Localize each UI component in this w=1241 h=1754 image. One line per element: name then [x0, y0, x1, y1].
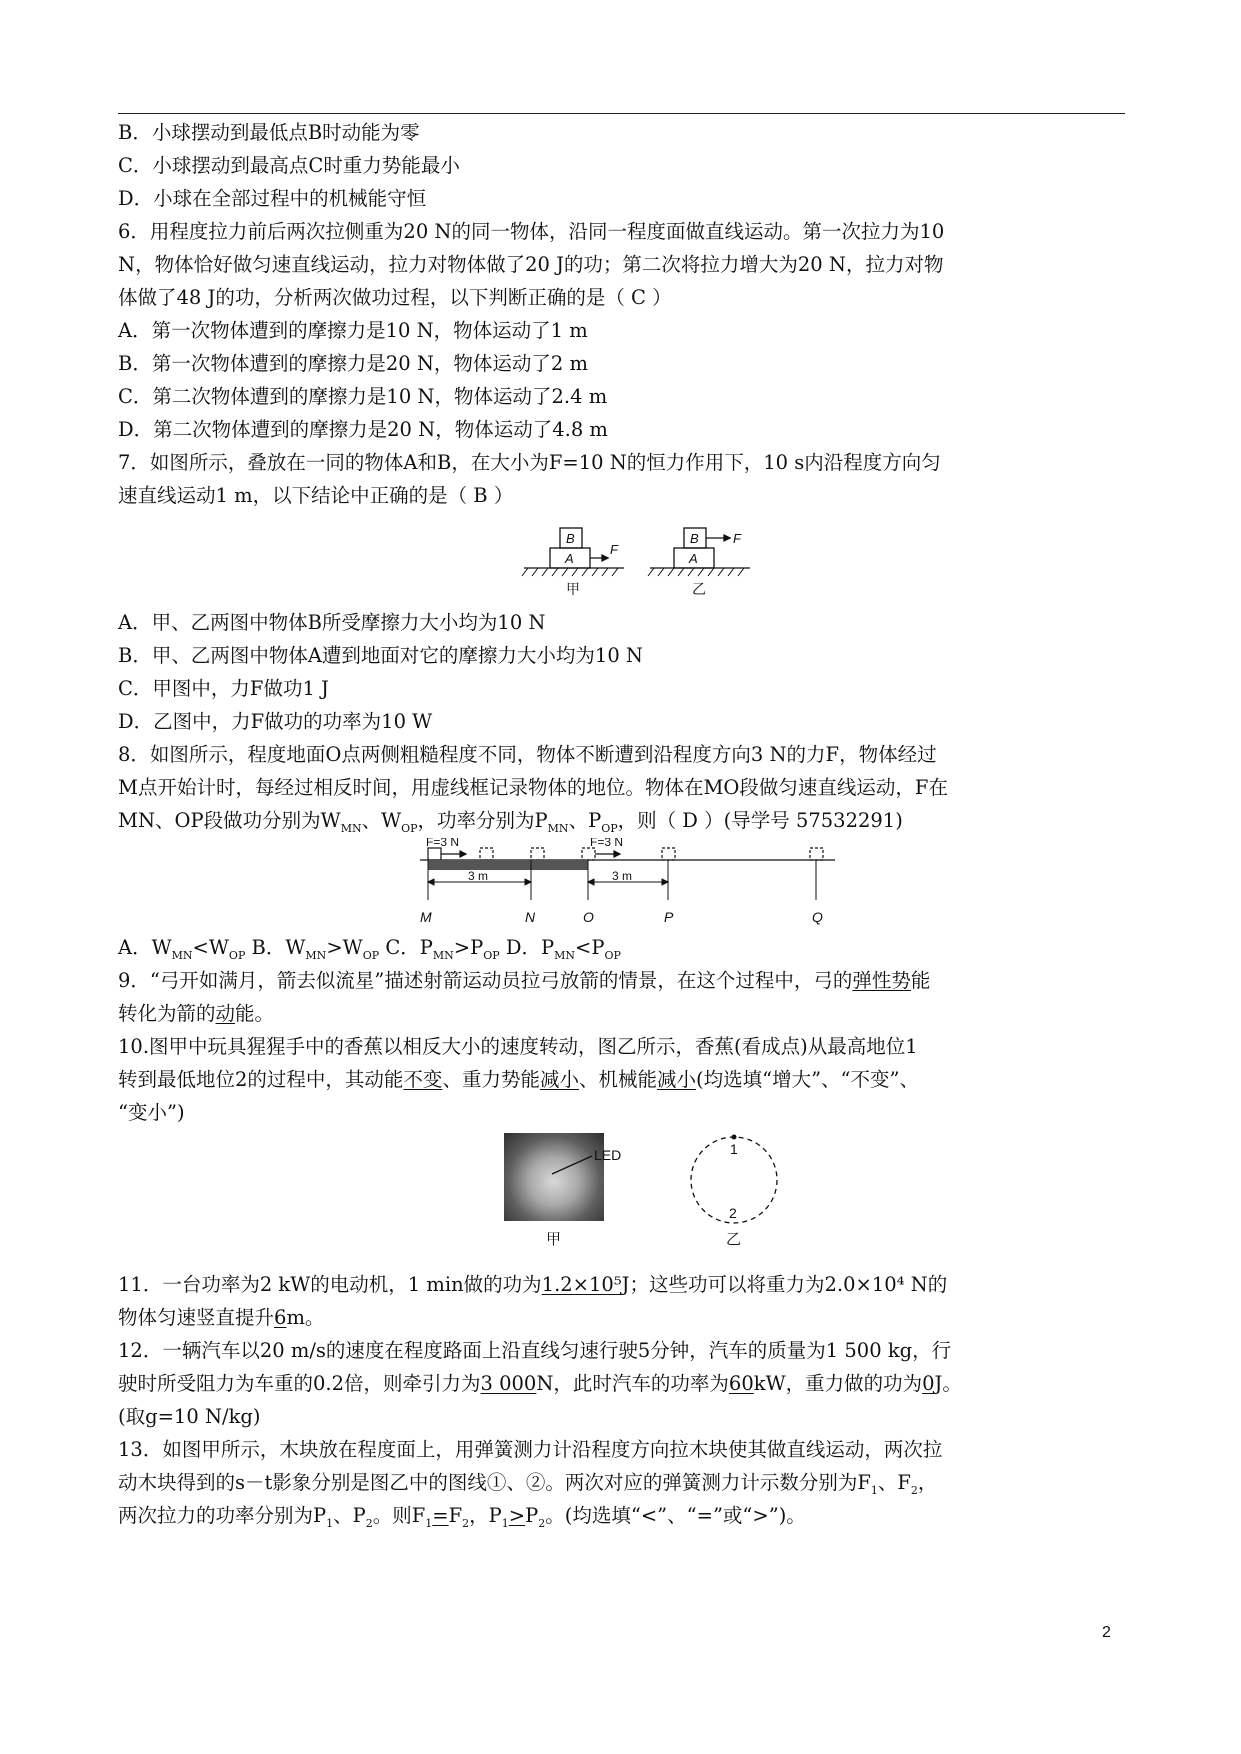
- text-segment: A．W: [118, 936, 172, 959]
- text-line-l1: [118, 121, 420, 145]
- text-segment: 9．“弓开如满月，箭去似流星”描述射箭运动员拉弓放箭的情景，在这个过程中，弓的: [118, 969, 853, 992]
- text-segment: ，: [917, 1471, 938, 1494]
- text-segment: 。则F: [372, 1504, 426, 1527]
- text-segment: “变小”): [118, 1101, 185, 1124]
- text-line-q9a: [118, 969, 930, 993]
- block-a-label: A: [689, 551, 698, 566]
- block-a-label: A: [565, 551, 574, 566]
- caption-jia: 甲: [546, 1231, 562, 1248]
- caption-jia: 甲: [566, 581, 580, 597]
- text-segment: D．P: [499, 936, 555, 959]
- text-segment: N，物体恰好做匀速直线运动，拉力对物体做了20 J的功；第二次将拉力增大为20 N，拉力对物: [118, 253, 944, 276]
- text-segment: 驶时所受阻力为车重的0.2倍，则牵引力为: [118, 1372, 481, 1395]
- text-line-q13c: [118, 1504, 806, 1536]
- text-segment: 6．用程度拉力前后两次拉侧重为20 N的同一物体，沿同一程度面做直线运动。第一次拉力为10: [118, 220, 945, 243]
- text-segment: 能: [910, 969, 931, 992]
- text-segment: 、P: [568, 809, 602, 832]
- answer-blank: 减小: [656, 1068, 696, 1091]
- text-segment: D．乙图中，力F做功的功率为10 W: [118, 710, 433, 733]
- point-m: M: [420, 909, 432, 925]
- text-segment: kW，重力做的功为: [753, 1372, 923, 1395]
- text-segment: B．第一次物体遭到的摩擦力是20 N，物体运动了2 m: [118, 352, 588, 375]
- text-line-q10c: [118, 1101, 185, 1125]
- text-segment: OP: [604, 948, 621, 962]
- text-line-q10b: [118, 1068, 919, 1092]
- distance-label: 3 m: [468, 869, 489, 883]
- text-line-q13a: [118, 1438, 942, 1462]
- force-label: F=3 N: [590, 838, 624, 849]
- text-segment: 1: [501, 1516, 509, 1530]
- text-segment: (均选填“增大”、“不变”、: [696, 1068, 919, 1091]
- text-segment: ，功率分别为P: [417, 809, 548, 832]
- text-segment: 10.图甲中玩具猩猩手中的香蕉以相反大小的速度转动，图乙所示，香蕉(看成点)从最高地位1: [118, 1035, 918, 1058]
- answer-blank: =: [432, 1504, 449, 1527]
- text-line-q8c: [118, 809, 903, 841]
- text-segment: D．第二次物体遭到的摩擦力是20 N，物体运动了4.8 m: [118, 418, 608, 441]
- answer-blank: 动: [215, 1002, 236, 1025]
- answer-blank: 减小: [539, 1068, 579, 1091]
- text-segment: 2: [910, 1483, 918, 1497]
- text-segment: 能。: [235, 1002, 275, 1025]
- text-segment: >W: [326, 936, 363, 959]
- text-segment: N，此时汽车的功率为: [536, 1372, 729, 1395]
- answer-blank: >: [508, 1504, 526, 1527]
- text-segment: MN: [432, 948, 454, 962]
- text-line-q6A: [118, 319, 588, 343]
- answer-blank: 1.2×10⁵: [541, 1273, 622, 1296]
- text-segment: B．W: [245, 936, 306, 959]
- text-segment: OP: [601, 821, 618, 835]
- text-segment: J。: [934, 1372, 962, 1395]
- answer-blank: 不变: [403, 1068, 443, 1091]
- text-line-q7D: [118, 710, 432, 734]
- text-segment: <W: [192, 936, 229, 959]
- text-segment: >P: [453, 936, 484, 959]
- caption-yi: 乙: [692, 581, 706, 597]
- text-line-q6C: [118, 385, 607, 409]
- text-segment: B．小球摆动到最低点B时动能为零: [118, 121, 420, 144]
- text-segment: MN: [554, 948, 576, 962]
- answer-blank: 6: [274, 1306, 287, 1329]
- text-segment: MN、OP段做功分别为W: [118, 809, 341, 832]
- q8-figure: [420, 838, 850, 930]
- text-segment: M点开始计时，每经过相反时间，用虚线框记录物体的地位。物体在MO段做匀速直线运动，F在: [118, 776, 948, 799]
- block-b-label: B: [690, 531, 699, 546]
- text-line-q7b: [118, 484, 513, 508]
- text-segment: 。(均选填“<”、“=”或“>”)。: [545, 1504, 806, 1527]
- text-line-q11b: [118, 1306, 324, 1330]
- point-q: Q: [812, 909, 823, 925]
- text-segment: 7．如图所示，叠放在一同的物体A和B，在大小为F=10 N的恒力作用下，10 s内沿程度方向匀: [118, 451, 941, 474]
- text-line-q12b: [118, 1372, 962, 1396]
- header-rule: [118, 113, 1125, 114]
- point-p: P: [664, 909, 674, 925]
- position-1: 1: [730, 1141, 738, 1157]
- distance-label: 3 m: [612, 869, 633, 883]
- text-line-q7C: [118, 677, 329, 701]
- text-segment: ，则（ D ）(导学号 57532291): [617, 809, 903, 832]
- text-segment: OP: [401, 821, 418, 835]
- text-segment: C．P: [379, 936, 433, 959]
- text-line-l2: [118, 154, 460, 178]
- text-segment: m。: [286, 1306, 325, 1329]
- text-segment: F: [448, 1504, 463, 1527]
- text-segment: 2: [462, 1516, 470, 1530]
- text-segment: OP: [362, 948, 380, 962]
- text-line-q6D: [118, 418, 608, 442]
- force-label: F: [610, 542, 618, 557]
- text-segment: OP: [483, 948, 500, 962]
- text-segment: 、重力势能: [442, 1068, 540, 1091]
- answer-blank: 3 000: [480, 1372, 537, 1395]
- text-line-q9b: [118, 1002, 274, 1026]
- text-segment: 体做了48 J的功，分析两次做功过程，以下判断正确的是（ C ）: [118, 286, 672, 309]
- text-segment: 1: [326, 1516, 334, 1530]
- text-segment: 、F: [877, 1471, 911, 1494]
- answer-blank: 60: [728, 1372, 754, 1395]
- text-segment: OP: [228, 948, 246, 962]
- text-segment: 、W: [361, 809, 402, 832]
- q10-figure: [504, 1130, 804, 1250]
- rough-ground: [428, 860, 588, 870]
- text-line-q6c: [118, 286, 672, 310]
- text-segment: 速直线运动1 m，以下结论中正确的是（ B ）: [118, 484, 514, 507]
- answer-blank: 弹性势: [852, 969, 911, 992]
- block-b-label: B: [566, 531, 575, 546]
- text-segment: 转化为箭的: [118, 1002, 216, 1025]
- text-segment: 8．如图所示，程度地面O点两侧粗糙程度不同，物体不断遭到沿程度方向3 N的力F，物体经过: [118, 743, 937, 766]
- answer-blank: 0: [922, 1372, 935, 1395]
- text-segment: <P: [575, 936, 605, 959]
- text-line-q6b: [118, 253, 943, 277]
- force-label: F=3 N: [426, 838, 460, 849]
- text-line-q12a: [118, 1339, 951, 1363]
- text-segment: B．甲、乙两图中物体A遭到地面对它的摩擦力大小均为10 N: [118, 644, 643, 667]
- text-segment: P: [525, 1504, 539, 1527]
- text-segment: 物体匀速竖直提升: [118, 1306, 275, 1329]
- text-line-q6B: [118, 352, 588, 376]
- text-segment: ，P: [469, 1504, 502, 1527]
- point-o: O: [583, 909, 594, 925]
- page-number: 2: [1102, 1624, 1111, 1641]
- text-segment: 、机械能: [578, 1068, 657, 1091]
- text-segment: C．第二次物体遭到的摩擦力是10 N，物体运动了2.4 m: [118, 385, 608, 408]
- text-segment: C．小球摆动到最高点C时重力势能最小: [118, 154, 460, 177]
- text-line-q8opt: [118, 936, 621, 968]
- text-segment: MN: [340, 821, 362, 835]
- text-segment: 两次拉力的功率分别为P: [118, 1504, 327, 1527]
- text-segment: 1: [425, 1516, 433, 1530]
- text-segment: 动木块得到的s－t影象分别是图乙中的图线①、②。两次对应的弹簧测力计示数分别为F: [118, 1471, 871, 1494]
- text-line-q13b: [118, 1471, 937, 1503]
- text-segment: MN: [305, 948, 327, 962]
- text-segment: J；这些功可以将重力为2.0×10⁴ N的: [621, 1273, 948, 1296]
- text-segment: 转到最低地位2的过程中，其动能: [118, 1068, 404, 1091]
- text-line-q12c: [118, 1405, 260, 1429]
- text-segment: MN: [547, 821, 569, 835]
- text-line-q8b: [118, 776, 948, 800]
- text-line-q7B: [118, 644, 643, 668]
- text-line-l3: [118, 187, 426, 211]
- text-segment: 11．一台功率为2 kW的电动机，1 min做的功为: [118, 1273, 542, 1296]
- text-line-q11a: [118, 1273, 947, 1297]
- text-segment: 2: [538, 1516, 546, 1530]
- force-label: F: [733, 531, 741, 546]
- text-line-q8a: [118, 743, 937, 767]
- text-segment: 2: [365, 1516, 373, 1530]
- text-segment: 13．如图甲所示，木块放在程度面上，用弹簧测力计沿程度方向拉木块使其做直线运动，两次拉: [118, 1438, 943, 1461]
- point-n: N: [525, 909, 536, 925]
- text-segment: 1: [870, 1483, 878, 1497]
- text-segment: C．甲图中，力F做功1 J: [118, 677, 329, 700]
- text-segment: A．甲、乙两图中物体B所受摩擦力大小均为10 N: [118, 611, 546, 634]
- text-segment: 12．一辆汽车以20 m/s的速度在程度路面上沿直线匀速行驶5分钟，汽车的质量为1 500 kg，行: [118, 1339, 952, 1362]
- text-segment: A．第一次物体遭到的摩擦力是10 N，物体运动了1 m: [118, 319, 588, 342]
- text-line-q10a: [118, 1035, 918, 1059]
- text-line-q7a: [118, 451, 941, 475]
- caption-yi: 乙: [726, 1231, 742, 1248]
- q7-figure: [520, 512, 760, 604]
- led-label: LED: [594, 1147, 622, 1163]
- text-segment: MN: [171, 948, 193, 962]
- text-segment: 、P: [333, 1504, 366, 1527]
- text-segment: D．小球在全部过程中的机械能守恒: [118, 187, 427, 210]
- text-line-q7A: [118, 611, 546, 635]
- text-line-q6a: [118, 220, 944, 244]
- position-2: 2: [729, 1205, 737, 1221]
- text-segment: (取g=10 N/kg): [118, 1405, 261, 1428]
